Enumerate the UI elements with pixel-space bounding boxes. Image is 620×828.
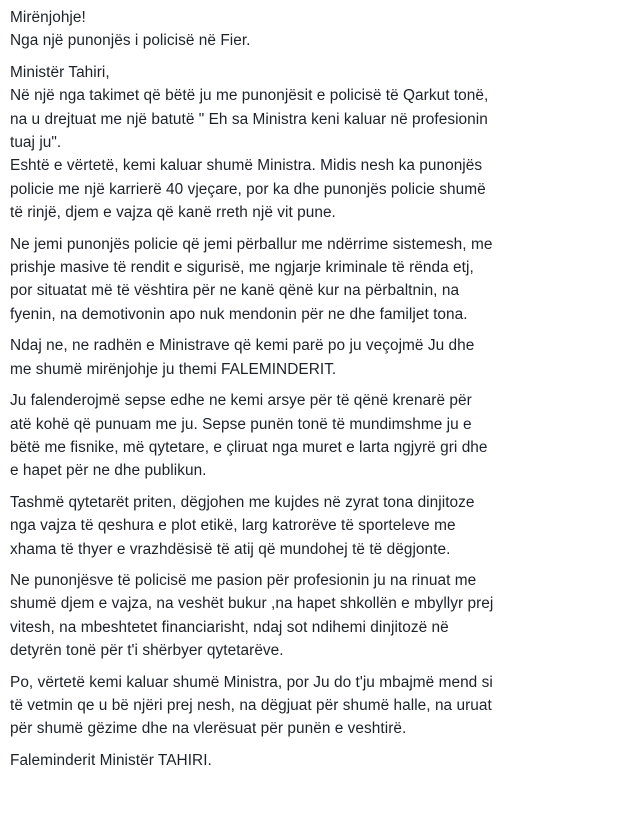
text-line: Ndaj ne, ne radhën e Ministrave që kemi parë po ju veçojmë Ju dhe: [10, 337, 475, 355]
paragraph: [10, 233, 616, 327]
text-line: por situatat më të vështira për ne kanë qënë kur na përbaltnin, na: [10, 282, 460, 300]
text-line: Ju falenderojmë sepse edhe ne kemi arsye për të qënë krenarë për: [10, 392, 472, 410]
paragraph: [10, 671, 616, 741]
post-body: [10, 6, 616, 772]
text-line: vitesh, na mbeshtetet financiarisht, ndaj sot ndihemi dinjitozë në: [10, 618, 449, 636]
text-line: bëtë me fisnike, më qytetare, e çliruat nga muret e larta ngjyrë gri dhe: [10, 438, 488, 456]
text-line: detyrën tonë për t'i shërbyer qytetarëve.: [10, 642, 284, 660]
text-line: Po, vërtetë kemi kaluar shumë Ministra, por Ju do t'ju mbajmë mend si: [10, 673, 493, 691]
paragraph: [10, 389, 616, 483]
text-line: Eshtë e vërtetë, kemi kaluar shumë Ministra. Midis nesh ka punonjës: [10, 157, 483, 175]
text-line: tuaj ju".: [10, 134, 62, 152]
text-line: Ministër Tahiri,: [10, 63, 110, 81]
text-line: e hapet për ne dhe publikun.: [10, 462, 207, 480]
text-line: shumë djem e vajza, na veshët bukur ,na hapet shkollën e mbyllyr prej: [10, 595, 494, 613]
text-line: policie me një karrierë 40 vjeçare, por ka dhe punonjës policie shumë: [10, 180, 486, 198]
text-line: Ne punonjësve të policisë me pasion për profesionin ju na rinuat me: [10, 571, 477, 589]
closing-paragraph: [10, 749, 616, 772]
paragraph: [10, 491, 616, 561]
text-line: atë kohë që punuam me ju. Sepse punën tonë të mundimshme ju e: [10, 415, 472, 433]
paragraph: [10, 569, 616, 663]
paragraph: [10, 61, 616, 225]
text-line: prishje masive të rendit e sigurisë, me ngjarje kriminale të rënda etj,: [10, 259, 474, 277]
greeting-paragraph: [10, 6, 616, 53]
text-line: Ne jemi punonjës policie që jemi përballur me ndërrime sistemesh, me: [10, 235, 493, 253]
text-line: Nga një punonjës i policisë në Fier.: [10, 32, 251, 50]
text-line: për shumë gëzime dhe na vlerësuat për punën e veshtirë.: [10, 720, 407, 738]
paragraph: [10, 334, 616, 381]
text-line: me shumë mirënjohje ju themi FALEMINDERIT.: [10, 360, 337, 378]
text-line: fyenin, na demotivonin apo nuk mendonin për ne dhe familjet tona.: [10, 305, 468, 323]
text-line: na u drejtuat me një batutë " Eh sa Ministra keni kaluar në profesionin: [10, 110, 488, 128]
text-line: Faleminderit Ministër TAHIRI.: [10, 751, 212, 769]
text-line: Në një nga takimet që bëtë ju me punonjësit e policisë të Qarkut tonë,: [10, 87, 489, 105]
text-line: xhama të thyer e vrazhdësisë të atij që mundohej të të dëgjonte.: [10, 540, 451, 558]
text-line: Tashmë qytetarët priten, dëgjohen me kujdes në zyrat tona dinjitoze: [10, 493, 475, 511]
text-line: nga vajza të qeshura e plot etikë, larg katrorëve të sporteleve me: [10, 517, 456, 535]
text-line: të vetmin qe u bë njëri prej nesh, na dëgjuat për shumë halle, na uruat: [10, 696, 492, 714]
text-line: të rinjë, djem e vajza që kanë rreth një vit pune.: [10, 204, 336, 222]
text-line: Mirënjohje!: [10, 9, 86, 26]
